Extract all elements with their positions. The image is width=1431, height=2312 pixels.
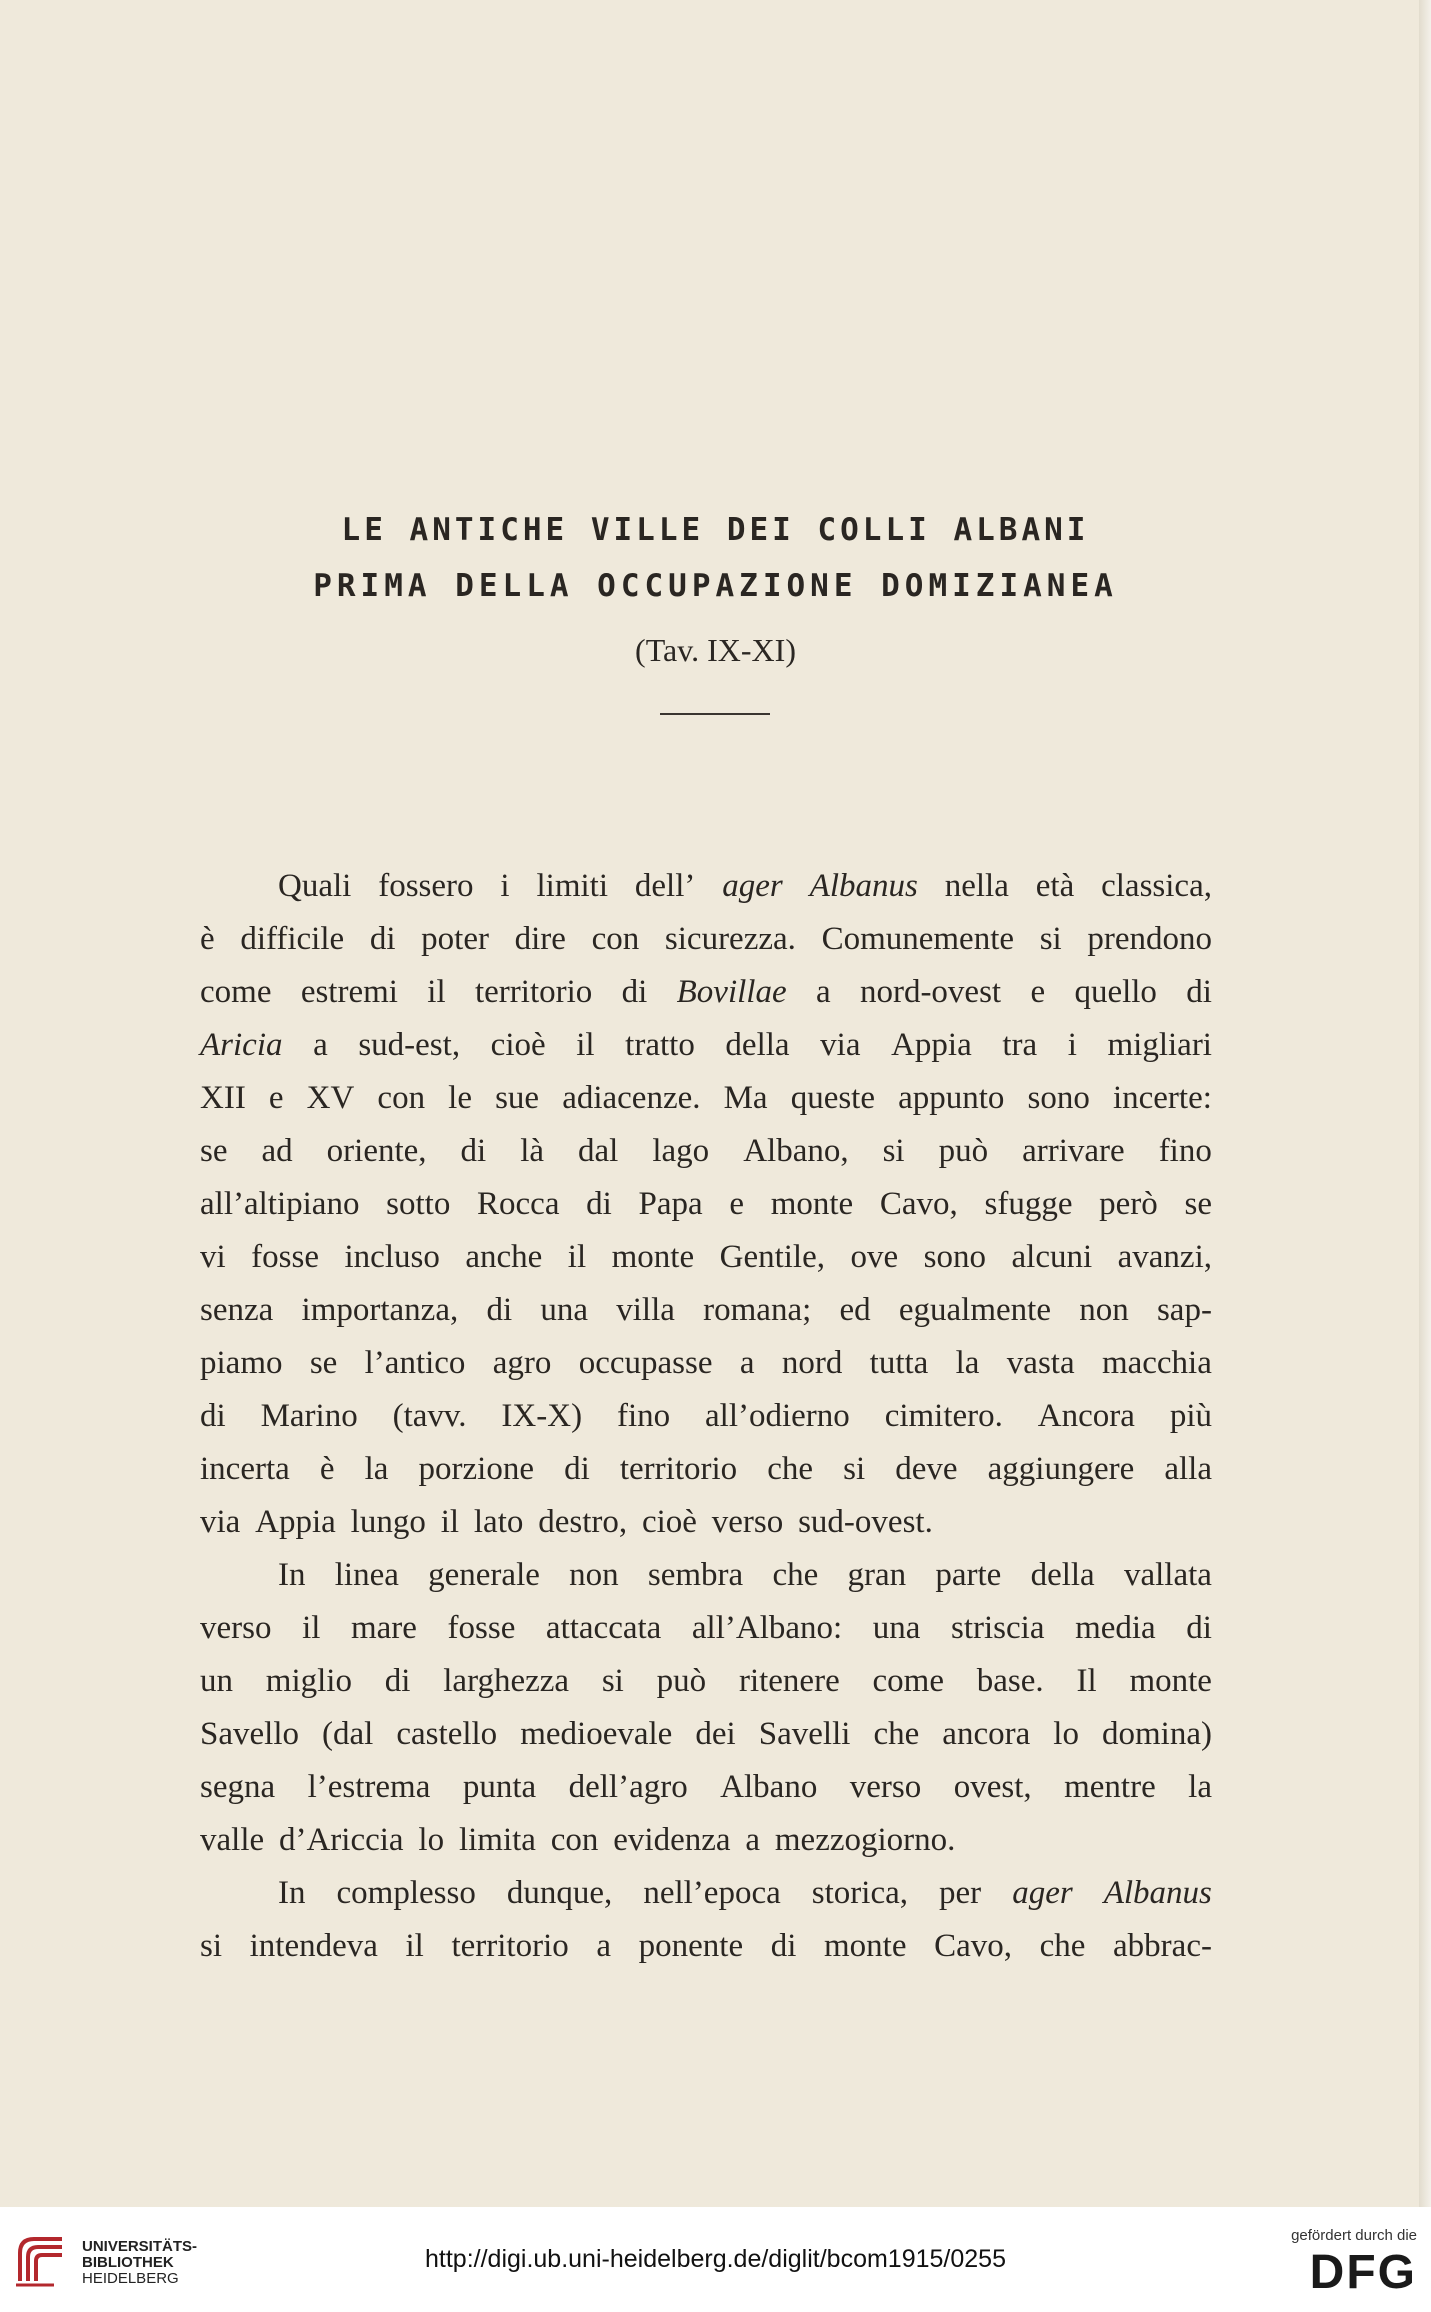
- word: sue: [495, 1080, 540, 1116]
- library-name-line-1: UNIVERSITÄTS-: [82, 2238, 198, 2255]
- word: limiti: [536, 868, 608, 904]
- word: piamo: [200, 1345, 283, 1381]
- digitization-footer: [0, 2207, 1431, 2312]
- word: importanza,: [301, 1292, 459, 1328]
- word: con: [591, 921, 640, 957]
- word: linea: [334, 1557, 399, 1593]
- word: anche: [465, 1239, 543, 1275]
- word: alcuni: [1011, 1239, 1093, 1275]
- word: all’odierno: [705, 1398, 850, 1434]
- word: i: [1067, 1027, 1077, 1063]
- word: dei: [695, 1716, 736, 1752]
- word: prendono: [1087, 921, 1212, 957]
- text-line: [200, 1231, 1212, 1284]
- word: mentre: [1064, 1769, 1156, 1805]
- word: di: [200, 1398, 226, 1434]
- word: miglio: [265, 1663, 352, 1699]
- word: lago: [652, 1133, 710, 1169]
- word: alla: [1164, 1451, 1212, 1487]
- word: fosse: [251, 1239, 319, 1275]
- word: base.: [976, 1663, 1044, 1699]
- word: Quali: [278, 868, 352, 904]
- word: mare: [350, 1610, 417, 1646]
- word: cioè: [641, 1504, 697, 1540]
- word: ritenere: [738, 1663, 840, 1699]
- word: lungo: [350, 1504, 426, 1540]
- word: all’altipiano: [200, 1186, 360, 1222]
- word: nord: [781, 1345, 843, 1381]
- word: sap-: [1156, 1292, 1212, 1328]
- word: monte: [770, 1186, 854, 1222]
- word: a: [313, 1027, 328, 1063]
- word: tutta: [869, 1345, 929, 1381]
- word: In: [278, 1875, 306, 1911]
- word: sono: [923, 1239, 986, 1275]
- word: ager: [722, 868, 783, 904]
- text-line: [200, 1072, 1212, 1125]
- word: di: [586, 1186, 612, 1222]
- title-divider-rule: [660, 713, 770, 715]
- word: sfugge: [984, 1186, 1073, 1222]
- word: valle: [200, 1822, 265, 1858]
- word: età: [1035, 868, 1075, 904]
- word: di: [460, 1133, 487, 1169]
- word: IX-X): [501, 1398, 583, 1434]
- word: il: [427, 974, 446, 1010]
- word: Savelli: [758, 1716, 851, 1752]
- word: monte: [824, 1928, 907, 1964]
- word: Comunemente: [821, 921, 1015, 957]
- word: territorio: [474, 974, 593, 1010]
- word: tra: [1002, 1027, 1038, 1063]
- word: storica,: [811, 1875, 908, 1911]
- word: all’Albano:: [691, 1610, 843, 1646]
- word: di: [1186, 1610, 1212, 1646]
- text-line: [200, 860, 1212, 913]
- word: classica,: [1101, 868, 1212, 904]
- word: occupasse: [578, 1345, 713, 1381]
- word: non: [569, 1557, 619, 1593]
- word: ancora: [942, 1716, 1031, 1752]
- library-name-line-2: BIBLIOTHEK: [82, 2254, 174, 2271]
- word: della: [725, 1027, 790, 1063]
- word: di: [770, 1928, 797, 1964]
- word: difficile: [240, 921, 345, 957]
- word: lo: [418, 1822, 445, 1858]
- word: con: [550, 1822, 599, 1858]
- word: il: [405, 1928, 424, 1964]
- text-line: [200, 1814, 1212, 1867]
- text-line: [200, 1390, 1212, 1443]
- word: nell’epoca: [643, 1875, 781, 1911]
- word: però: [1099, 1186, 1158, 1222]
- word: di: [486, 1292, 513, 1328]
- text-line: [200, 1867, 1212, 1920]
- word: a: [815, 974, 831, 1010]
- word: estremi: [300, 974, 398, 1010]
- word: sono: [1027, 1080, 1090, 1116]
- word: il: [440, 1504, 460, 1540]
- word: poter: [421, 921, 489, 957]
- word: mezzogiorno.: [774, 1822, 956, 1858]
- permalink-url[interactable]: http://digi.ub.uni-heidelberg.de/diglit/bcom1915/0255: [425, 2245, 1006, 2273]
- word: lato: [473, 1504, 524, 1540]
- word: XV: [306, 1080, 355, 1116]
- funding-text: gefördert durch die: [1291, 2227, 1417, 2244]
- word: verso: [849, 1769, 922, 1805]
- word: sotto: [386, 1186, 451, 1222]
- word: via: [200, 1504, 241, 1540]
- word: dal: [578, 1133, 619, 1169]
- word: Marino: [260, 1398, 358, 1434]
- page-edge: [1419, 0, 1431, 2207]
- word: vi: [200, 1239, 226, 1275]
- word: là: [520, 1133, 545, 1169]
- word: il: [302, 1610, 321, 1646]
- text-line: [200, 1655, 1212, 1708]
- word: larghezza: [443, 1663, 570, 1699]
- word: arrivare: [1022, 1133, 1125, 1169]
- word: è: [319, 1451, 335, 1487]
- word: le: [448, 1080, 472, 1116]
- word: di: [564, 1451, 590, 1487]
- word: vallata: [1123, 1557, 1212, 1593]
- word: e: [268, 1080, 284, 1116]
- word: punta: [462, 1769, 537, 1805]
- word: ove: [850, 1239, 899, 1275]
- word: dell’agro: [568, 1769, 688, 1805]
- word: cioè: [490, 1027, 546, 1063]
- word: una: [872, 1610, 921, 1646]
- word: Cavo,: [879, 1186, 958, 1222]
- word: la: [955, 1345, 980, 1381]
- word: XII: [200, 1080, 246, 1116]
- word: nella: [944, 868, 1009, 904]
- word: sembra: [647, 1557, 744, 1593]
- word: come: [200, 974, 272, 1010]
- word: (tavv.: [392, 1398, 467, 1434]
- word: si: [882, 1133, 905, 1169]
- word: (dal: [322, 1716, 374, 1752]
- word: monte: [611, 1239, 695, 1275]
- word: incerte:: [1112, 1080, 1212, 1116]
- word: generale: [428, 1557, 540, 1593]
- word: più: [1169, 1398, 1212, 1434]
- word: a: [745, 1822, 761, 1858]
- word: a: [596, 1928, 612, 1964]
- word: incerta: [200, 1451, 290, 1487]
- word: via: [820, 1027, 861, 1063]
- word: l’estrema: [307, 1769, 431, 1805]
- word: destro,: [538, 1504, 628, 1540]
- word: evidenza: [613, 1822, 731, 1858]
- word: fossero: [378, 868, 474, 904]
- word: si: [843, 1451, 866, 1487]
- word: di: [621, 974, 648, 1010]
- word: come: [872, 1663, 944, 1699]
- text-line: [200, 1019, 1212, 1072]
- word: sud-est,: [358, 1027, 461, 1063]
- word: egualmente: [898, 1292, 1051, 1328]
- word: medioevale: [520, 1716, 673, 1752]
- word: che: [1039, 1928, 1086, 1964]
- word: vasta: [1006, 1345, 1075, 1381]
- word: cimitero.: [884, 1398, 1003, 1434]
- word: Ancora: [1037, 1398, 1135, 1434]
- word: fosse: [447, 1610, 516, 1646]
- dfg-logo-text: DFG: [1309, 2248, 1417, 2292]
- text-line: [200, 1549, 1212, 1602]
- word: oriente,: [326, 1133, 427, 1169]
- word: territorio: [451, 1928, 569, 1964]
- word: si: [601, 1663, 624, 1699]
- text-line: [200, 966, 1212, 1019]
- word: che: [772, 1557, 819, 1593]
- word: della: [1030, 1557, 1095, 1593]
- word: ager: [1012, 1875, 1073, 1911]
- word: Aricia: [200, 1027, 283, 1063]
- plate-reference: (Tav. IX-XI): [635, 632, 796, 668]
- word: castello: [396, 1716, 498, 1752]
- word: romana;: [703, 1292, 812, 1328]
- word: migliari: [1107, 1027, 1212, 1063]
- word: ovest,: [953, 1769, 1032, 1805]
- word: può: [938, 1133, 989, 1169]
- word: la: [364, 1451, 389, 1487]
- word: Albanus: [809, 868, 918, 904]
- text-line: [200, 1284, 1212, 1337]
- word: fino: [1158, 1133, 1212, 1169]
- word: e: [729, 1186, 745, 1222]
- word: Rocca: [477, 1186, 560, 1222]
- text-line: [200, 913, 1212, 966]
- word: macchia: [1101, 1345, 1212, 1381]
- word: domina): [1102, 1716, 1212, 1752]
- funding-credit: [1277, 2227, 1417, 2297]
- word: Appia: [255, 1504, 336, 1540]
- body-text: [200, 860, 1212, 1973]
- word: Gentile,: [719, 1239, 825, 1275]
- word: Appia: [891, 1027, 972, 1063]
- word: avanzi,: [1117, 1239, 1212, 1275]
- word: di: [1186, 974, 1212, 1010]
- word: queste: [790, 1080, 875, 1116]
- word: Ma: [723, 1080, 768, 1116]
- word: con: [377, 1080, 426, 1116]
- text-line: [200, 1496, 1212, 1549]
- text-line: [200, 1125, 1212, 1178]
- word: che: [873, 1716, 920, 1752]
- word: senza: [200, 1292, 274, 1328]
- text-line: [200, 1178, 1212, 1231]
- word: Cavo,: [934, 1928, 1013, 1964]
- word: verso: [200, 1610, 272, 1646]
- word: gran: [847, 1557, 907, 1593]
- word: ed: [839, 1292, 871, 1328]
- word: nord-ovest: [859, 974, 1002, 1010]
- word: agro: [492, 1345, 552, 1381]
- word: Albano: [720, 1769, 818, 1805]
- word: appunto: [898, 1080, 1005, 1116]
- word: villa: [616, 1292, 675, 1328]
- word: Savello: [200, 1716, 299, 1752]
- word: ponente: [638, 1928, 744, 1964]
- word: dunque,: [506, 1875, 613, 1911]
- word: monte: [1129, 1663, 1212, 1699]
- word: il: [576, 1027, 595, 1063]
- word: lo: [1053, 1716, 1079, 1752]
- word: che: [767, 1451, 814, 1487]
- word: una: [540, 1292, 589, 1328]
- word: di: [384, 1663, 411, 1699]
- word: incluso: [344, 1239, 440, 1275]
- word: per: [939, 1875, 982, 1911]
- article-title-line-2: PRIMA DELLA OCCUPAZIONE DOMIZIANEA: [313, 568, 1118, 604]
- word: aggiungere: [987, 1451, 1135, 1487]
- word: la: [1188, 1769, 1212, 1805]
- word: attaccata: [545, 1610, 662, 1646]
- word: il: [567, 1239, 587, 1275]
- word: In: [278, 1557, 306, 1593]
- word: è: [200, 921, 215, 957]
- word: adiacenze.: [562, 1080, 701, 1116]
- word: dell’: [634, 868, 696, 904]
- word: se: [1184, 1186, 1212, 1222]
- word: se: [309, 1345, 338, 1381]
- library-name-line-3: HEIDELBERG: [82, 2270, 179, 2287]
- word: a: [739, 1345, 755, 1381]
- dfg-logo-icon: [1277, 2248, 1417, 2292]
- word: i: [500, 868, 510, 904]
- word: territorio: [619, 1451, 738, 1487]
- word: di: [369, 921, 396, 957]
- word: limita: [458, 1822, 536, 1858]
- word: complesso: [336, 1875, 476, 1911]
- word: parte: [935, 1557, 1002, 1593]
- word: striscia: [951, 1610, 1045, 1646]
- text-line: [200, 1602, 1212, 1655]
- word: Albanus: [1103, 1875, 1212, 1911]
- word: l’antico: [364, 1345, 466, 1381]
- text-line: [200, 1761, 1212, 1814]
- text-line: [200, 1443, 1212, 1496]
- word: tratto: [625, 1027, 695, 1063]
- word: Il: [1076, 1663, 1097, 1699]
- word: verso: [711, 1504, 784, 1540]
- word: Papa: [638, 1186, 703, 1222]
- word: e: [1030, 974, 1046, 1010]
- text-line: [200, 1337, 1212, 1390]
- word: ad: [261, 1133, 293, 1169]
- word: non: [1079, 1292, 1129, 1328]
- word: sicurezza.: [664, 921, 796, 957]
- text-line: [200, 1920, 1212, 1973]
- word: fino: [616, 1398, 671, 1434]
- word: Albano,: [743, 1133, 849, 1169]
- word: se: [200, 1133, 228, 1169]
- text-line: [200, 1708, 1212, 1761]
- article-title-line-1: LE ANTICHE VILLE DEI COLLI ALBANI: [341, 512, 1090, 548]
- word: si: [200, 1928, 223, 1964]
- word: si: [1039, 921, 1062, 957]
- word: quello: [1074, 974, 1157, 1010]
- word: intendeva: [249, 1928, 378, 1964]
- word: deve: [895, 1451, 958, 1487]
- word: un: [200, 1663, 233, 1699]
- word: segna: [200, 1769, 276, 1805]
- word: porzione: [418, 1451, 534, 1487]
- word: sud-ovest.: [798, 1504, 933, 1540]
- word: d’Ariccia: [278, 1822, 404, 1858]
- word: abbrac-: [1113, 1928, 1212, 1964]
- word: può: [656, 1663, 707, 1699]
- word: dire: [514, 921, 566, 957]
- word: media: [1075, 1610, 1156, 1646]
- word: Bovillae: [676, 974, 787, 1010]
